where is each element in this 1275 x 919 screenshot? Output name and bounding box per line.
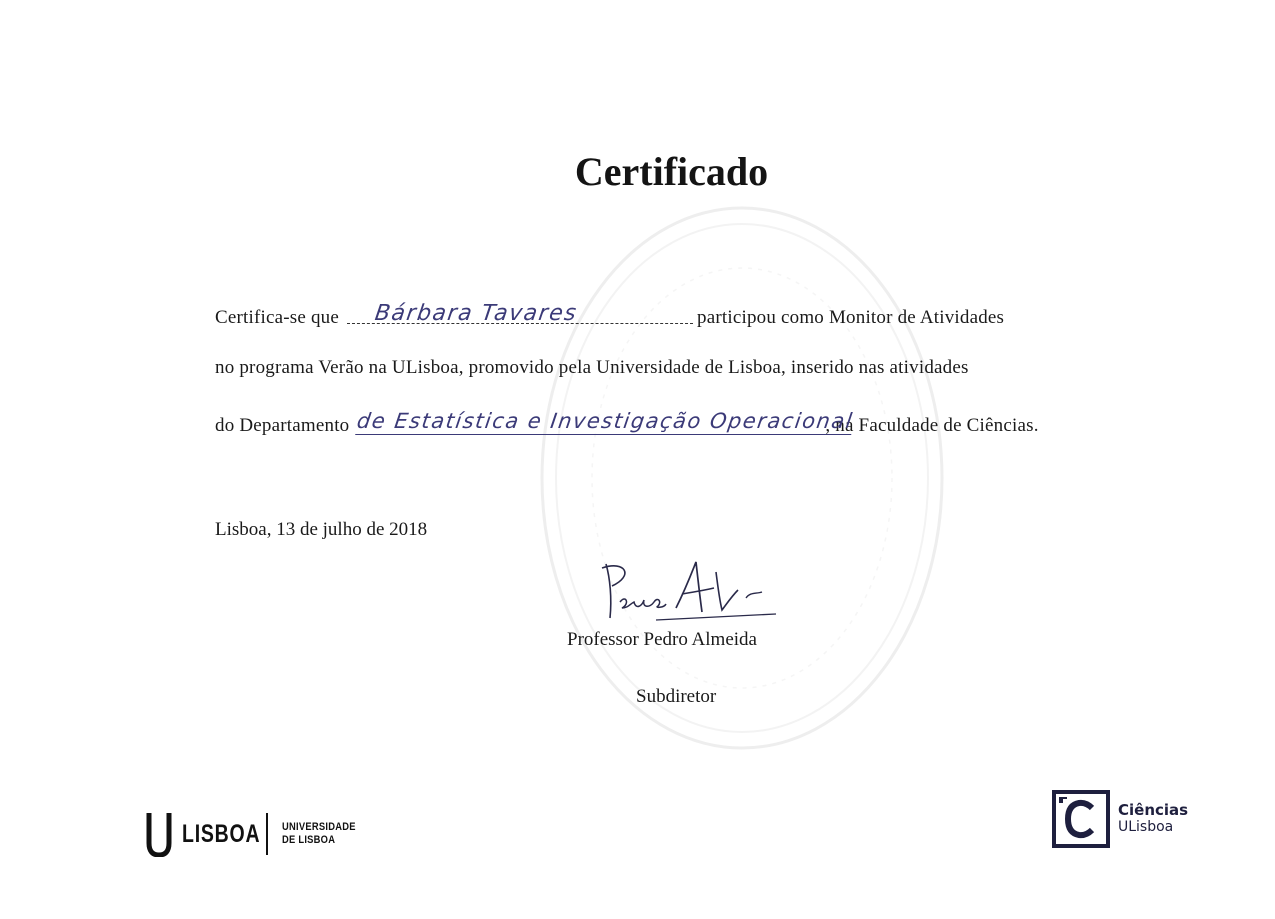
embossed-seal [532,198,952,758]
issue-date: Lisboa, 13 de julho de 2018 [215,519,428,540]
line1-prefix: Certifica-se que [215,307,340,328]
handwritten-name: Bárbara Tavares [373,301,580,326]
ciencias-logo [1052,790,1188,848]
signer-role: Subdiretor [636,686,717,707]
name-field [347,301,693,326]
logo-divider [266,813,268,855]
line3-prefix: do Departamento [215,415,350,436]
body-line-2: no programa Verão na ULisboa, promovido pela Universidade de Lisboa, inserido nas atividades [215,357,969,378]
ulisboa-logo [146,806,368,862]
handwritten-department: de Estatística e Investigação Operacional [355,409,856,433]
line1-suffix: participou como Monitor de Atividades [697,307,1005,328]
department-field [355,409,856,433]
ulisboa-subtitle-line1: UNIVERSIDADE [281,821,356,833]
ciencias-name: Ciências [1118,801,1189,819]
ciencias-c-mark [1052,790,1110,848]
ulisboa-wordmark: LISBOA [182,819,261,848]
signer-name: Professor Pedro Almeida [567,629,757,650]
certificate-title: Certificado [574,149,769,194]
ulisboa-subtitle-line2: DE LISBOA [281,834,335,846]
line3-suffix: , na Faculdade de Ciências. [825,415,1039,436]
ulisboa-subtitle [282,821,356,847]
signature [596,558,786,628]
body-line-3 [215,411,1039,437]
ciencias-sub: ULisboa [1118,819,1174,835]
body-line-1 [215,303,1004,329]
ulisboa-u-mark [146,811,172,857]
